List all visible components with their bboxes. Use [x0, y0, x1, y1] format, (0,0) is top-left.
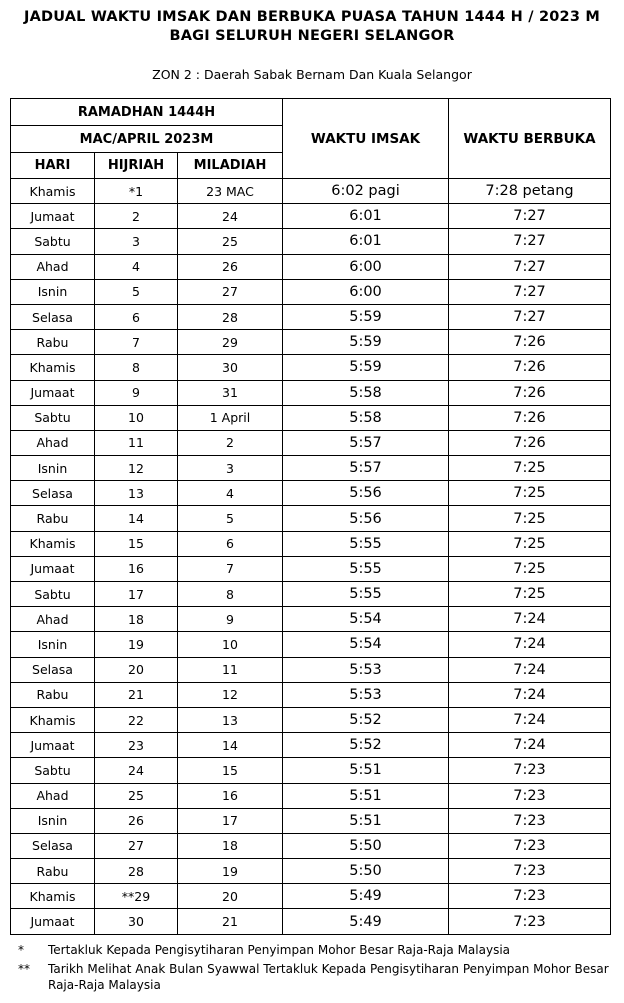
- cell-waktu-imsak: 6:00: [283, 279, 449, 304]
- table-row: [11, 481, 611, 506]
- footnotes: [18, 942, 618, 993]
- header-waktu-imsak: WAKTU IMSAK: [283, 99, 449, 179]
- cell-hari: Isnin: [11, 808, 95, 833]
- table-row: [11, 506, 611, 531]
- table-row: [11, 632, 611, 657]
- cell-waktu-imsak: 5:51: [283, 808, 449, 833]
- cell-hari: Isnin: [11, 456, 95, 481]
- header-waktu-berbuka: WAKTU BERBUKA: [449, 99, 611, 179]
- table-row: [11, 833, 611, 858]
- footnote-mark: **: [18, 962, 30, 976]
- cell-waktu-imsak: 6:00: [283, 254, 449, 279]
- cell-miladiah: 1 April: [178, 405, 283, 430]
- cell-waktu-imsak: 5:51: [283, 758, 449, 783]
- cell-hari: Selasa: [11, 833, 95, 858]
- cell-waktu-imsak: 5:58: [283, 380, 449, 405]
- cell-hari: Khamis: [11, 355, 95, 380]
- header-month: MAC/APRIL 2023M: [11, 126, 283, 153]
- cell-waktu-berbuka: 7:26: [449, 330, 611, 355]
- table-row: [11, 682, 611, 707]
- table-row: [11, 330, 611, 355]
- cell-hijriah: 20: [95, 657, 178, 682]
- table-row: [11, 707, 611, 732]
- cell-hari: Selasa: [11, 657, 95, 682]
- cell-hijriah: 2: [95, 204, 178, 229]
- cell-waktu-berbuka: 7:26: [449, 380, 611, 405]
- cell-hari: Khamis: [11, 179, 95, 204]
- cell-waktu-imsak: 5:49: [283, 884, 449, 909]
- cell-waktu-berbuka: 7:25: [449, 506, 611, 531]
- cell-hari: Sabtu: [11, 405, 95, 430]
- cell-miladiah: 26: [178, 254, 283, 279]
- cell-miladiah: 21: [178, 909, 283, 934]
- schedule-body: [11, 179, 611, 935]
- footnote-text: Tertakluk Kepada Pengisytiharan Penyimpan Mohor Besar Raja-Raja Malaysia: [48, 943, 511, 957]
- cell-miladiah: 5: [178, 506, 283, 531]
- cell-hijriah: 4: [95, 254, 178, 279]
- cell-waktu-berbuka: 7:26: [449, 430, 611, 455]
- cell-waktu-berbuka: 7:23: [449, 758, 611, 783]
- cell-waktu-imsak: 5:57: [283, 456, 449, 481]
- cell-hari: Sabtu: [11, 582, 95, 607]
- table-row: [11, 531, 611, 556]
- schedule-table: [10, 98, 611, 935]
- cell-hijriah: 17: [95, 582, 178, 607]
- cell-waktu-imsak: 5:58: [283, 405, 449, 430]
- cell-waktu-imsak: 6:01: [283, 229, 449, 254]
- cell-waktu-berbuka: 7:28 petang: [449, 179, 611, 204]
- cell-miladiah: 11: [178, 657, 283, 682]
- cell-waktu-imsak: 5:50: [283, 833, 449, 858]
- cell-hijriah: 22: [95, 707, 178, 732]
- zone-subtitle: ZON 2 : Daerah Sabak Bernam Dan Kuala Selangor: [152, 67, 472, 82]
- cell-waktu-berbuka: 7:25: [449, 456, 611, 481]
- cell-hijriah: 16: [95, 556, 178, 581]
- cell-miladiah: 2: [178, 430, 283, 455]
- cell-waktu-imsak: 5:54: [283, 607, 449, 632]
- cell-hari: Isnin: [11, 632, 95, 657]
- table-row: [11, 657, 611, 682]
- cell-waktu-imsak: 5:56: [283, 506, 449, 531]
- cell-hijriah: 11: [95, 430, 178, 455]
- cell-hari: Ahad: [11, 254, 95, 279]
- cell-miladiah: 4: [178, 481, 283, 506]
- table-row: [11, 355, 611, 380]
- cell-miladiah: 28: [178, 304, 283, 329]
- table-row: [11, 607, 611, 632]
- cell-hari: Isnin: [11, 279, 95, 304]
- cell-miladiah: 14: [178, 733, 283, 758]
- cell-hari: Sabtu: [11, 758, 95, 783]
- footnote: [18, 961, 618, 993]
- cell-hari: Rabu: [11, 330, 95, 355]
- header-miladiah: MILADIAH: [178, 153, 283, 179]
- cell-hijriah: 18: [95, 607, 178, 632]
- cell-waktu-berbuka: 7:25: [449, 531, 611, 556]
- cell-hijriah: 10: [95, 405, 178, 430]
- cell-miladiah: 13: [178, 707, 283, 732]
- cell-hijriah: 3: [95, 229, 178, 254]
- cell-hijriah: 7: [95, 330, 178, 355]
- cell-hari: Ahad: [11, 783, 95, 808]
- cell-miladiah: 25: [178, 229, 283, 254]
- cell-hijriah: 15: [95, 531, 178, 556]
- cell-waktu-imsak: 5:53: [283, 657, 449, 682]
- cell-waktu-berbuka: 7:24: [449, 607, 611, 632]
- cell-waktu-imsak: 6:01: [283, 204, 449, 229]
- cell-miladiah: 9: [178, 607, 283, 632]
- table-row: [11, 254, 611, 279]
- table-row: [11, 304, 611, 329]
- cell-waktu-imsak: 5:52: [283, 733, 449, 758]
- cell-waktu-imsak: 5:53: [283, 682, 449, 707]
- cell-hari: Khamis: [11, 884, 95, 909]
- cell-waktu-imsak: 5:51: [283, 783, 449, 808]
- cell-hari: Khamis: [11, 707, 95, 732]
- cell-hari: Jumaat: [11, 909, 95, 934]
- cell-hari: Ahad: [11, 430, 95, 455]
- cell-hijriah: 13: [95, 481, 178, 506]
- cell-waktu-imsak: 5:59: [283, 304, 449, 329]
- cell-hijriah: 19: [95, 632, 178, 657]
- table-row: [11, 279, 611, 304]
- cell-miladiah: 12: [178, 682, 283, 707]
- cell-waktu-imsak: 5:52: [283, 707, 449, 732]
- table-row: [11, 179, 611, 204]
- header-hijriah: HIJRIAH: [95, 153, 178, 179]
- cell-waktu-imsak: 6:02 pagi: [283, 179, 449, 204]
- cell-waktu-berbuka: 7:24: [449, 682, 611, 707]
- cell-hari: Jumaat: [11, 380, 95, 405]
- cell-waktu-berbuka: 7:24: [449, 657, 611, 682]
- cell-waktu-berbuka: 7:26: [449, 355, 611, 380]
- footnote-text: Tarikh Melihat Anak Bulan Syawwal Tertakluk Kepada Pengisytiharan Penyimpan Mohor Besar Raja-Raja Malaysia: [48, 962, 609, 992]
- cell-waktu-berbuka: 7:27: [449, 304, 611, 329]
- cell-hari: Jumaat: [11, 556, 95, 581]
- cell-waktu-berbuka: 7:23: [449, 884, 611, 909]
- cell-waktu-berbuka: 7:26: [449, 405, 611, 430]
- cell-hijriah: 28: [95, 859, 178, 884]
- table-row: [11, 405, 611, 430]
- cell-hari: Khamis: [11, 531, 95, 556]
- cell-waktu-imsak: 5:55: [283, 582, 449, 607]
- document-title-line-1: JADUAL WAKTU IMSAK DAN BERBUKA PUASA TAHUN 1444 H / 2023 M: [23, 9, 600, 25]
- header-hari: HARI: [11, 153, 95, 179]
- cell-miladiah: 10: [178, 632, 283, 657]
- cell-waktu-berbuka: 7:25: [449, 582, 611, 607]
- footnote: [18, 942, 618, 958]
- cell-hijriah: **29: [95, 884, 178, 909]
- cell-hijriah: 12: [95, 456, 178, 481]
- cell-waktu-imsak: 5:59: [283, 330, 449, 355]
- cell-waktu-imsak: 5:54: [283, 632, 449, 657]
- cell-miladiah: 17: [178, 808, 283, 833]
- table-row: [11, 783, 611, 808]
- table-row: [11, 909, 611, 934]
- cell-miladiah: 7: [178, 556, 283, 581]
- table-row: [11, 808, 611, 833]
- cell-hari: Jumaat: [11, 733, 95, 758]
- cell-miladiah: 30: [178, 355, 283, 380]
- cell-hijriah: 5: [95, 279, 178, 304]
- cell-miladiah: 31: [178, 380, 283, 405]
- cell-hijriah: 26: [95, 808, 178, 833]
- cell-miladiah: 15: [178, 758, 283, 783]
- cell-waktu-imsak: 5:56: [283, 481, 449, 506]
- cell-miladiah: 20: [178, 884, 283, 909]
- cell-hari: Selasa: [11, 304, 95, 329]
- cell-waktu-berbuka: 7:24: [449, 632, 611, 657]
- cell-waktu-berbuka: 7:24: [449, 707, 611, 732]
- cell-waktu-berbuka: 7:23: [449, 783, 611, 808]
- table-row: [11, 556, 611, 581]
- cell-hijriah: 9: [95, 380, 178, 405]
- cell-waktu-berbuka: 7:25: [449, 481, 611, 506]
- cell-hijriah: 21: [95, 682, 178, 707]
- table-row: [11, 733, 611, 758]
- cell-hari: Rabu: [11, 859, 95, 884]
- cell-hari: Sabtu: [11, 229, 95, 254]
- table-row: [11, 204, 611, 229]
- cell-hijriah: 14: [95, 506, 178, 531]
- table-row: [11, 582, 611, 607]
- cell-hijriah: *1: [95, 179, 178, 204]
- cell-waktu-berbuka: 7:23: [449, 808, 611, 833]
- table-row: [11, 380, 611, 405]
- cell-waktu-imsak: 5:49: [283, 909, 449, 934]
- cell-waktu-imsak: 5:55: [283, 556, 449, 581]
- cell-miladiah: 16: [178, 783, 283, 808]
- cell-hijriah: 27: [95, 833, 178, 858]
- header-ramadhan: RAMADHAN 1444H: [11, 99, 283, 126]
- table-row: [11, 229, 611, 254]
- cell-hijriah: 8: [95, 355, 178, 380]
- cell-waktu-imsak: 5:50: [283, 859, 449, 884]
- cell-waktu-berbuka: 7:23: [449, 909, 611, 934]
- cell-hari: Rabu: [11, 506, 95, 531]
- cell-hari: Rabu: [11, 682, 95, 707]
- cell-waktu-berbuka: 7:23: [449, 859, 611, 884]
- cell-miladiah: 6: [178, 531, 283, 556]
- cell-waktu-berbuka: 7:25: [449, 556, 611, 581]
- table-row: [11, 758, 611, 783]
- cell-waktu-berbuka: 7:27: [449, 254, 611, 279]
- cell-hari: Ahad: [11, 607, 95, 632]
- cell-hari: Jumaat: [11, 204, 95, 229]
- cell-hijriah: 23: [95, 733, 178, 758]
- cell-waktu-berbuka: 7:24: [449, 733, 611, 758]
- cell-miladiah: 23 MAC: [178, 179, 283, 204]
- cell-hijriah: 30: [95, 909, 178, 934]
- cell-hijriah: 6: [95, 304, 178, 329]
- cell-waktu-imsak: 5:57: [283, 430, 449, 455]
- footnote-mark: *: [18, 943, 24, 957]
- table-row: [11, 884, 611, 909]
- cell-miladiah: 27: [178, 279, 283, 304]
- table-row: [11, 859, 611, 884]
- cell-waktu-berbuka: 7:27: [449, 279, 611, 304]
- document-title-line-2: BAGI SELURUH NEGERI SELANGOR: [169, 28, 455, 44]
- cell-waktu-berbuka: 7:27: [449, 204, 611, 229]
- cell-waktu-berbuka: 7:23: [449, 833, 611, 858]
- cell-hijriah: 25: [95, 783, 178, 808]
- cell-hari: Selasa: [11, 481, 95, 506]
- cell-miladiah: 18: [178, 833, 283, 858]
- table-row: [11, 456, 611, 481]
- cell-waktu-imsak: 5:55: [283, 531, 449, 556]
- cell-hijriah: 24: [95, 758, 178, 783]
- cell-waktu-berbuka: 7:27: [449, 229, 611, 254]
- cell-waktu-imsak: 5:59: [283, 355, 449, 380]
- cell-miladiah: 29: [178, 330, 283, 355]
- cell-miladiah: 8: [178, 582, 283, 607]
- cell-miladiah: 19: [178, 859, 283, 884]
- cell-miladiah: 24: [178, 204, 283, 229]
- table-row: [11, 430, 611, 455]
- cell-miladiah: 3: [178, 456, 283, 481]
